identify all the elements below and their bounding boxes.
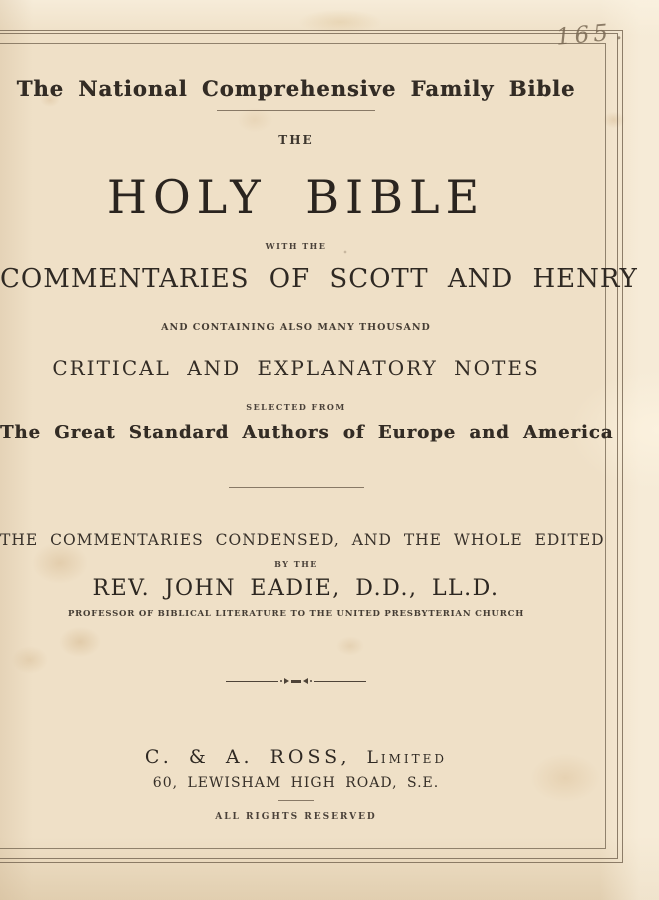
selected-from-line: SELECTED FROM xyxy=(246,402,346,412)
handwritten-page-number: 165 xyxy=(555,19,621,50)
notes-line: CRITICAL AND EXPLANATORY NOTES xyxy=(52,356,540,380)
center-ornament-icon xyxy=(0,676,592,686)
subtitle-connector: WITH THE xyxy=(265,241,327,251)
by-the-line: BY THE xyxy=(274,559,318,569)
editor-title: PROFESSOR OF BIBLICAL LITERATURE TO THE UNITED PRESBYTERIAN CHURCH xyxy=(67,609,525,619)
rights-line: ALL RIGHTS RESERVED xyxy=(215,812,377,822)
commentaries-line: COMMENTARIES OF SCOTT AND HENRY xyxy=(0,264,638,294)
publisher-name: C. & A. ROSS, xyxy=(144,746,351,768)
edited-line: THE COMMENTARIES CONDENSED, AND THE WHOLE EDITED xyxy=(0,531,605,549)
editor-name: REV. JOHN EADIE, D.D., LL.D. xyxy=(92,576,500,601)
article-the: THE xyxy=(278,133,314,147)
divider-rule-middle xyxy=(229,487,364,488)
divider-rule-bottom xyxy=(278,800,314,801)
main-title: HOLY BIBLE xyxy=(106,170,486,224)
series-title: The National Comprehensive Family Bible xyxy=(16,76,576,101)
divider-rule-top xyxy=(217,110,375,111)
publisher-suffix: Limited xyxy=(366,748,448,768)
publisher-address: 60, LEWISHAM HIGH ROAD, S.E. xyxy=(152,775,440,791)
publisher-line xyxy=(0,746,592,768)
authors-line: The Great Standard Authors of Europe and America xyxy=(0,422,614,443)
containing-line: AND CONTAINING ALSO MANY THOUSAND xyxy=(161,322,431,333)
